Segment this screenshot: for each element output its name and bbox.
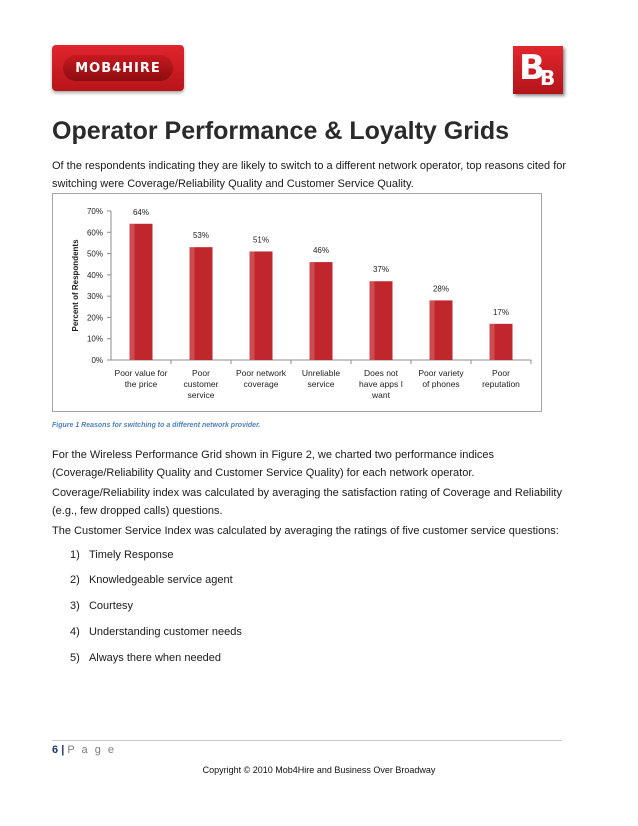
list-item: 1) Timely Response [70, 549, 174, 561]
intro-paragraph: Of the respondents indicating they are likely to switch to a different network operator, top reasons cited for switching were Coverage/Reliability Quality and Customer Service Quality. [52, 160, 567, 190]
bar-highlight [250, 251, 255, 360]
paragraph-coverage-index: Coverage/Reliability index was calculated by averaging the satisfaction rating of Coverage and Reliability (e.g., few dropped calls) questions. [52, 487, 562, 517]
list-item: 4) Understanding customer needs [70, 626, 242, 638]
x-tick-label: want [372, 390, 390, 400]
x-tick-label: reputation [482, 379, 520, 389]
y-tick-label: 30% [86, 292, 103, 302]
mob4hire-logo [52, 45, 184, 91]
x-tick-label: service [307, 379, 335, 389]
x-tick-label: Unreliable [301, 368, 341, 378]
x-tick-label: Poor network [235, 368, 287, 378]
bar-chart-svg [53, 194, 541, 411]
figure-caption: Figure 1 Reasons for switching to a different network provider. [52, 422, 261, 429]
bar-highlight [490, 324, 495, 360]
y-tick-label: 50% [86, 249, 103, 259]
list-item: 2) Knowledgeable service agent [70, 574, 233, 586]
paragraph-customer-service-index: The Customer Service Index was calculated by averaging the ratings of five customer service questions: [52, 525, 559, 537]
bar-highlight [370, 281, 375, 360]
bar-highlight [430, 300, 435, 360]
x-tick-label: coverage [243, 379, 279, 389]
bar-highlight [130, 224, 135, 360]
bar-chart [52, 193, 542, 412]
list-item: 5) Always there when needed [70, 652, 222, 664]
data-label: 53% [192, 231, 210, 241]
x-tick-label: Poor [492, 368, 510, 378]
bob-logo-letter: B [519, 48, 545, 88]
x-tick-label: Poor [192, 368, 210, 378]
bob-logo-subletter: B [540, 66, 556, 90]
copyright-notice: Copyright © 2010 Mob4Hire and Business Over Broadway [202, 765, 436, 775]
data-label: 64% [132, 207, 150, 217]
data-label: 46% [312, 246, 330, 256]
data-label: 51% [252, 235, 270, 245]
x-tick-label: customer [183, 379, 219, 389]
data-label: 37% [372, 265, 390, 275]
paragraph-performance-grid: For the Wireless Performance Grid shown in Figure 2, we charted two performance indices (Coverage/Reliability Quality and Customer Service Quality) for each network operator. [52, 449, 495, 479]
x-tick-label: Poor value for [114, 368, 168, 378]
y-tick-label: 60% [86, 228, 103, 238]
y-tick-label: 10% [86, 334, 103, 344]
x-tick-label: Poor variety [418, 368, 464, 378]
bob-logo [513, 46, 563, 94]
page-number: 6 | P a g e [52, 744, 116, 756]
y-tick-label: 0% [91, 356, 103, 365]
bar-highlight [310, 262, 315, 360]
page-title: Operator Performance & Loyalty Grids [52, 117, 510, 145]
x-tick-label: service [187, 390, 215, 400]
mob4hire-logo-text: MOB4HIRE [63, 55, 173, 81]
list-item: 3) Courtesy [70, 600, 133, 612]
x-tick-label: Does not [363, 368, 399, 378]
bar-highlight [190, 247, 195, 360]
y-tick-label: 20% [86, 313, 103, 323]
footer-divider [52, 740, 562, 741]
data-label: 17% [492, 307, 510, 317]
y-tick-label: 40% [86, 270, 103, 280]
data-label: 28% [432, 284, 450, 294]
x-tick-label: of phones [422, 379, 460, 389]
y-tick-label: 70% [86, 207, 103, 216]
x-tick-label: have apps I [359, 379, 403, 389]
y-axis-title: Percent of Respondents [71, 239, 80, 332]
x-tick-label: the price [124, 379, 158, 389]
